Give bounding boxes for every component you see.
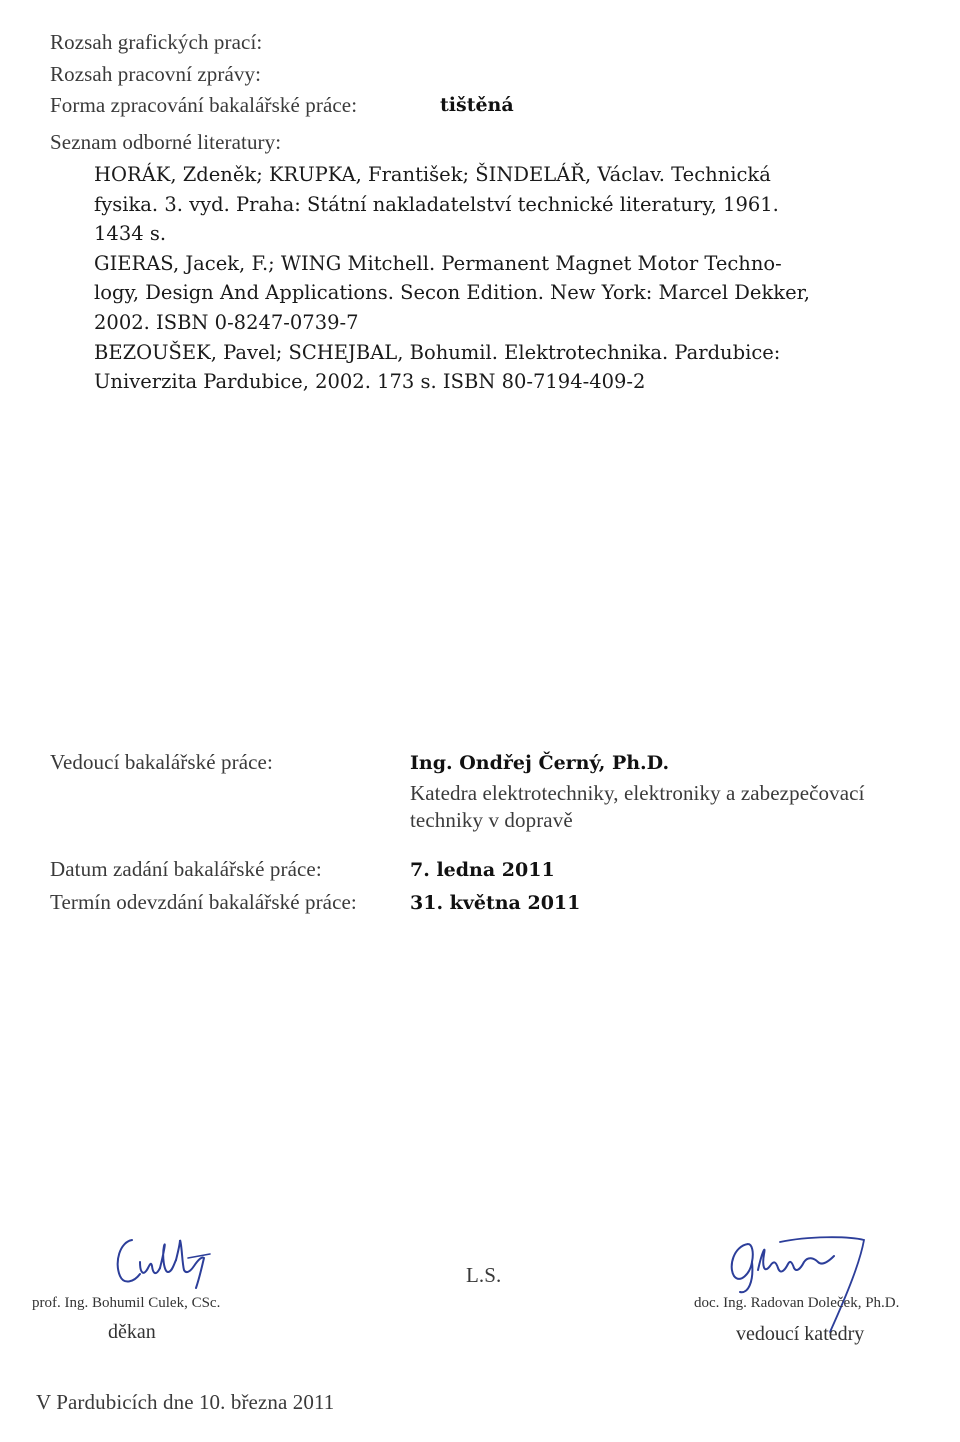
- literature-line: GIERAS, Jacek, F.; WING Mitchell. Permanent Magnet Motor Techno-: [94, 251, 782, 275]
- supervisor-label: Vedoucí bakalářské práce:: [50, 750, 273, 774]
- dean-signature-image: [110, 1232, 220, 1294]
- seal-mark: L.S.: [466, 1263, 502, 1287]
- literature-label: Seznam odborné literatury:: [50, 130, 282, 154]
- literature-line: logy, Design And Applications. Secon Edition. New York: Marcel Dekker,: [94, 281, 810, 305]
- deadline-label: Termín odevzdání bakalářské práce:: [50, 890, 357, 914]
- head-name: doc. Ing. Radovan Doleček, Ph.D.: [694, 1295, 900, 1311]
- thesis-form-value: tištěná: [440, 94, 514, 116]
- deadline-value: 31. května 2011: [410, 892, 581, 914]
- report-scope-label: Rozsah pracovní zprávy:: [50, 62, 262, 86]
- supervisor-dept-line-2: techniky v dopravě: [410, 808, 573, 832]
- literature-line: 2002. ISBN 0-8247-0739-7: [94, 310, 359, 334]
- literature-list: [94, 160, 914, 397]
- head-role: vedoucí katedry: [736, 1323, 865, 1345]
- graphics-scope-label: Rozsah grafických prací:: [50, 30, 263, 54]
- literature-line: BEZOUŠEK, Pavel; SCHEJBAL, Bohumil. Elektrotechnika. Pardubice:: [94, 340, 781, 364]
- supervisor-dept-line-1: Katedra elektrotechniky, elektroniky a zabezpečovací: [410, 781, 865, 805]
- dean-name: prof. Ing. Bohumil Culek, CSc.: [32, 1295, 221, 1311]
- literature-line: Univerzita Pardubice, 2002. 173 s. ISBN 80-7194-409-2: [94, 370, 646, 394]
- place-date: V Pardubicích dne 10. března 2011: [36, 1390, 335, 1414]
- dean-role: děkan: [108, 1321, 156, 1343]
- supervisor-name: Ing. Ondřej Černý, Ph.D.: [410, 752, 670, 774]
- literature-line: fysika. 3. vyd. Praha: Státní nakladatelství technické literatury, 1961.: [94, 192, 779, 216]
- assigned-date-value: 7. ledna 2011: [410, 859, 555, 881]
- literature-line: HORÁK, Zdeněk; KRUPKA, František; ŠINDELÁŘ, Václav. Technická: [94, 163, 771, 186]
- thesis-form-label: Forma zpracování bakalářské práce:: [50, 93, 358, 117]
- literature-line: 1434 s.: [94, 222, 167, 246]
- assigned-date-label: Datum zadání bakalářské práce:: [50, 857, 322, 881]
